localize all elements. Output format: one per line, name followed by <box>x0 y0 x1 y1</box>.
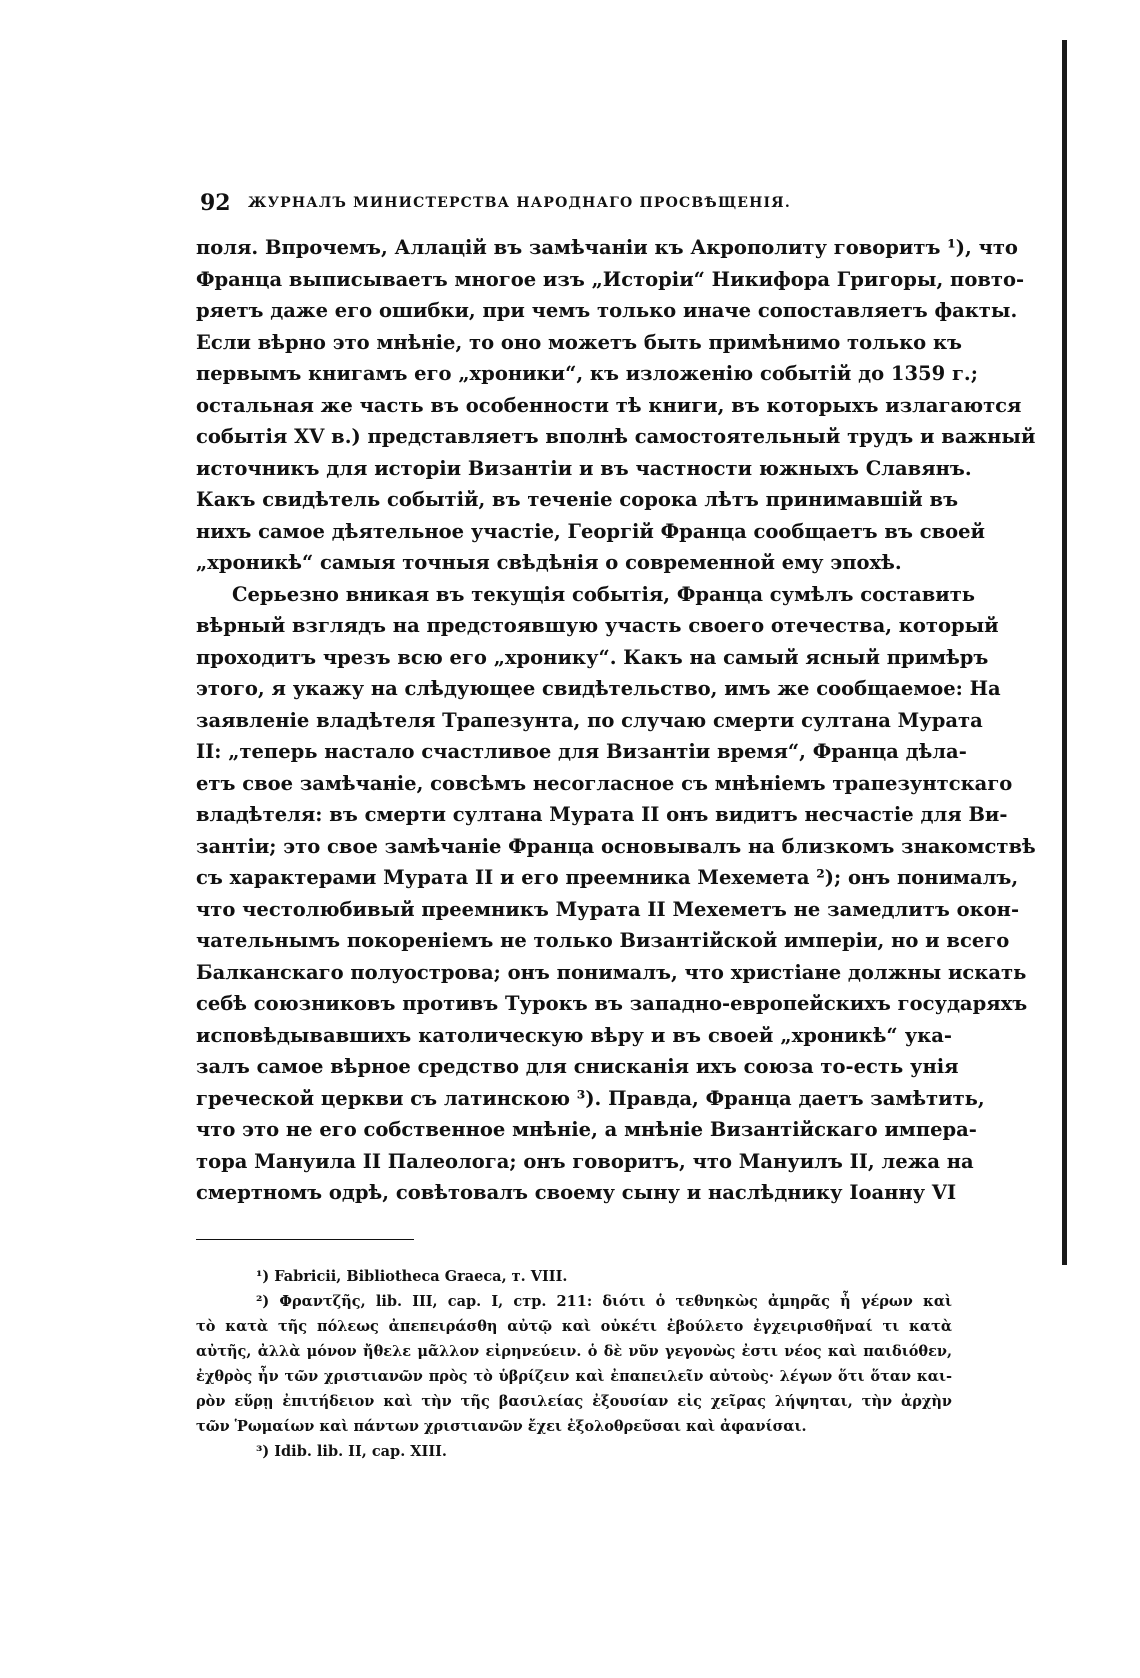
text-line: что честолюбивый преемникъ Мурата II Мехеметъ не замедлитъ окон- <box>196 897 1020 921</box>
paragraph-1 <box>196 232 1036 579</box>
text-line: вѣрный взглядъ на предстоявшую участь своего отечества, который <box>196 614 999 637</box>
footnote-2-line: αὐτῆς, ἀλλὰ μόνον ἤθελε μᾶλλον εἰρηνεύειν. ὁ δὲ νῦν γεγονὼς ἐστι νέος καὶ παιδιόθεν, <box>196 1342 952 1360</box>
text-line: греческой церкви съ латинскою ³). Правда, Франца даетъ замѣтить, <box>196 1086 985 1110</box>
text-line: проходитъ чрезъ всю его „хронику“. Какъ на самый ясный примѣръ <box>196 645 989 669</box>
text-line: Франца выписываетъ многое изъ „Исторіи“ Никифора Григоры, повто- <box>196 267 1025 291</box>
text-line: етъ свое замѣчаніе, совсѣмъ несогласное съ мнѣніемъ трапезунтскаго <box>196 771 1013 795</box>
text-line: владѣтеля: въ смерти султана Мурата II онъ видитъ несчастіе для Ви- <box>196 803 1008 826</box>
footnote-2-line: ²) Φραντζῆς, lib. III, cap. I, стр. 211: διότι ὁ τεθνηκὼς ἀμηρᾶς ἦ γέρων καὶ <box>256 1292 952 1310</box>
text-line: чательнымъ покореніемъ не только Византійской имперіи, но и всего <box>196 929 1010 952</box>
page <box>196 190 1036 1464</box>
text-line: зантіи; это свое замѣчаніе Франца основывалъ на близкомъ знакомствѣ <box>196 834 1036 858</box>
footnote-2-line: ρὸν εὕρῃ ἐπιτήδειον καὶ τὴν τῆς βασιλείας ἐξουσίαν εἰς χεῖρας λήψηται, τὴν ἀρχὴν <box>196 1392 952 1410</box>
running-head <box>196 190 952 220</box>
text-line: Какъ свидѣтель событій, въ теченіе сорока лѣтъ принимавшій въ <box>196 488 959 511</box>
text-line: съ характерами Мурата II и его преемника Мехемета ²); онъ понималъ, <box>196 866 1019 889</box>
text-line: событія XV в.) представляетъ вполнѣ самостоятельный трудъ и важный <box>196 425 1036 448</box>
paragraph-2 <box>196 579 1036 1209</box>
text-line: нихъ самое дѣятельное участіе, Георгій Франца сообщаетъ въ своей <box>196 519 986 543</box>
text-line: первымъ книгамъ его „хроники“, къ изложенію событій до 1359 г.; <box>196 362 978 385</box>
footnotes <box>196 1264 952 1464</box>
footnote-3: ³) Idib. lib. II, cap. XIII. <box>256 1442 447 1460</box>
scan-edge-bar <box>1062 40 1067 1265</box>
footnote-2-line: τῶν Ῥωμαίων καὶ πάντων χριστιανῶν ἔχει ἐξολοθρεῦσαι καὶ ἀφανίσαι. <box>196 1417 807 1435</box>
text-line: себѣ союзниковъ противъ Турокъ въ западно-европейскихъ государяхъ <box>196 992 1028 1015</box>
footnote-1: ¹) Fabricii, Bibliotheca Graeca, т. VIII. <box>256 1267 568 1285</box>
text-line: остальная же часть въ особенности тѣ книги, въ которыхъ излагаются <box>196 393 1022 417</box>
text-line: источникъ для исторіи Византіи и въ частности южныхъ Славянъ. <box>196 456 972 480</box>
text-line: заявленіе владѣтеля Трапезунта, по случаю смерти султана Мурата <box>196 708 983 732</box>
text-line: Серьезно вникая въ текущія событія, Франца сумѣлъ составить <box>232 582 976 606</box>
text-line: поля. Впрочемъ, Аллацій въ замѣчаніи къ Акрополиту говоритъ ¹), что <box>196 236 1018 259</box>
footnote-2-line: τὸ κατὰ τῆς πόλεως ἀπεπειράσθη αὐτῷ καὶ οὐκέτι ἐβούλετο ἐγχειρισθῆναί τι κατὰ <box>196 1317 952 1335</box>
text-line: что это не его собственное мнѣніе, а мнѣніе Византійскаго импера- <box>196 1118 977 1141</box>
page-number: 92 <box>200 190 231 216</box>
text-line: исповѣдывавшихъ католическую вѣру и въ своей „хроникѣ“ ука- <box>196 1023 952 1047</box>
body-text <box>196 232 1036 1209</box>
text-line: тора Мануила II Палеолога; онъ говоритъ, что Мануилъ II, лежа на <box>196 1149 974 1173</box>
footnote-divider <box>196 1239 414 1240</box>
journal-title: ЖУРНАЛЪ МИНИСТЕРСТВА НАРОДНАГО ПРОСВѢЩЕНІЯ. <box>248 195 791 211</box>
footnote-2-line: ἐχθρὸς ἦν τῶν χριστιανῶν πρὸς τὸ ὑβρίζειν καὶ ἐπαπειλεῖν αὐτοὺς· λέγων ὅτι ὅταν και- <box>196 1367 952 1385</box>
text-line: „хроникѣ“ самыя точныя свѣдѣнія о современной ему эпохѣ. <box>196 551 902 574</box>
text-line: Балканскаго полуострова; онъ понималъ, что христіане должны искать <box>196 960 1027 984</box>
text-line: смертномъ одрѣ, совѣтовалъ своему сыну и наслѣднику Іоанну VI <box>196 1181 957 1204</box>
text-line: Если вѣрно это мнѣніе, то оно можетъ быть примѣнимо только къ <box>196 330 963 354</box>
text-line: этого, я укажу на слѣдующее свидѣтельство, имъ же сообщаемое: На <box>196 677 1001 700</box>
text-line: ряетъ даже его ошибки, при чемъ только иначе сопоставляетъ факты. <box>196 299 1018 322</box>
text-line: II: „теперь настало счастливое для Византіи время“, Франца дѣла- <box>196 740 967 763</box>
text-line: залъ самое вѣрное средство для снисканія ихъ союза то-есть унія <box>196 1055 959 1078</box>
